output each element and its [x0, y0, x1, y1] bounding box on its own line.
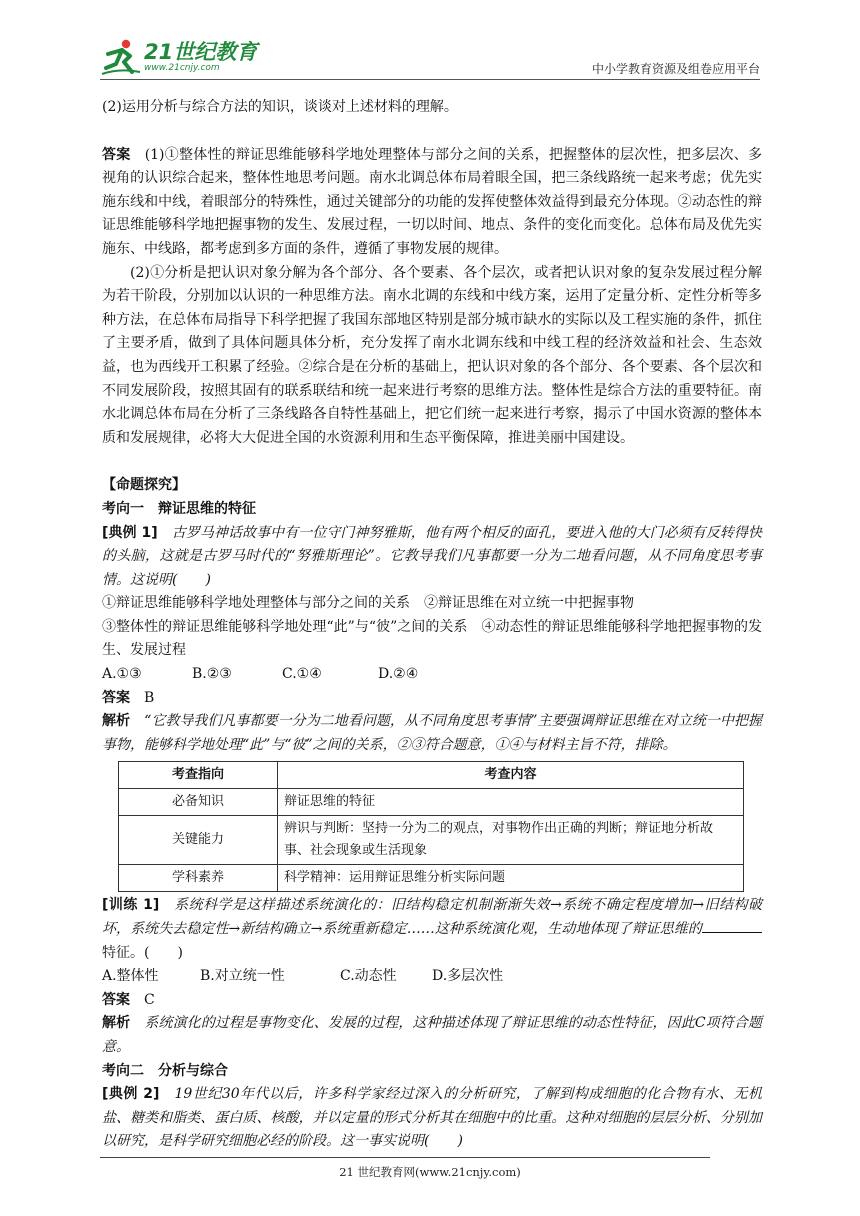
choice-d: D.多层次性: [432, 968, 504, 985]
choice-c: C.动态性: [340, 968, 397, 985]
option-2: ②辩证思维在对立统一中把握事物: [424, 595, 634, 612]
logo-text: 21世纪教育: [144, 40, 258, 64]
answer-1-paragraph-1: [102, 144, 762, 262]
example-2-stem: [102, 1083, 762, 1154]
table-cell: 科学精神：运用辩证思维分析实际问题: [278, 865, 744, 892]
document-body: [102, 96, 762, 1154]
choice-b: B.对立统一性: [200, 968, 285, 985]
table-cell: 必备知识: [119, 789, 278, 816]
page-footer: 21 世纪教育网(www.21cnjy.com): [339, 1165, 521, 1179]
option-4: ④动态性的辩证思维能够科学地把握事物的发生、发展过程: [102, 618, 762, 659]
table-cell: 辨识与判断：坚持一分为二的观点，对事物作出正确的判断；辩证地分析故事、社会现象或生活现象: [278, 816, 744, 865]
footer-divider: [100, 1157, 710, 1158]
training-1-answer: [102, 989, 762, 1013]
answer-1-text-1: (1)①整体性的辩证思维能够科学地处理整体与部分之间的关系，把握整体的层次性，把多层次、多视角的认识综合起来，整体性地思考问题。南水北调总体布局着眼全国，把三条线路统一起来考虑；优先实施东线和中线，着眼部分的特殊性，通过关键部分的功能的发挥使整体效益得到最充分体现。②动态性的辩证思维能够科学地把握事物的发生、发展过程，一切以时间、地点、条件的变化而变化。总体布局及优先实施东、中线路，都考虑到多方面的条件，遵循了事物发展的规律。: [102, 146, 762, 257]
question-2-text: (2)运用分析与综合方法的知识，谈谈对上述材料的理解。: [102, 99, 458, 115]
answer-label: 答案: [102, 689, 130, 706]
answer-label: 答案: [102, 146, 131, 163]
example-1-options-row-2: [102, 616, 762, 663]
training-1-text: 系统科学是这样描述系统演化的：旧结构稳定机制渐渐失效→系统不确定程度增加→旧结构破坏，系统失去稳定性→新结构确立→系统重新稳定……这种系统演化观，生动地体现了辩证思维的: [102, 897, 762, 938]
example-1-answer: [102, 687, 762, 711]
table-cell: 关键能力: [119, 816, 278, 865]
section-title: 【命题探究】: [102, 477, 186, 494]
table-header-cell: 考查指向: [119, 762, 278, 789]
training-1-choices: [102, 965, 762, 989]
table-header-row: [119, 762, 744, 789]
header-divider: [100, 79, 760, 80]
example-1-stem: [102, 522, 762, 593]
answer-label: 答案: [102, 991, 130, 1008]
direction-1-title: 考向一 辩证思维的特征: [102, 500, 256, 517]
table-row: [119, 816, 744, 865]
analysis-text: “它教导我们凡事都要一分为二地看问题，从不同角度思考事情”主要强调辩证思维在对立统一中把握事物，能够科学地处理“此”与“彼”之间的关系，②③符合题意，①④与材料主旨不符，排除。: [102, 713, 763, 753]
table-header-cell: 考查内容: [278, 762, 744, 789]
header-slogan: 中小学教育资源及组卷应用平台: [591, 62, 760, 76]
table-row: [119, 865, 744, 892]
example-1-label: [典例 1]: [102, 524, 158, 541]
runner-logo-icon: [100, 38, 142, 78]
example-2-label: [典例 2]: [102, 1086, 160, 1103]
choice-a: A.整体性: [102, 968, 159, 985]
analysis-label: 解析: [102, 713, 131, 730]
analysis-text: 系统演化的过程是事物变化、发展的过程，这种描述体现了辩证思维的动态性特征，因此C项符合题意。: [102, 1015, 763, 1055]
assessment-table: [118, 761, 744, 892]
logo: [100, 36, 270, 80]
example-1-options-row-1: [102, 592, 762, 616]
answer-value: C: [144, 991, 155, 1008]
example-1-text: 古罗马神话故事中有一位守门神努雅斯，他有两个相反的面孔，要进入他的大门必须有反转得快的头脑，这就是古罗马时代的“努雅斯理论”。它教导我们凡事都要一分为二地看问题，从不同角度思考事情。这说明( ): [102, 524, 763, 588]
choice-a: A.①③: [102, 666, 142, 683]
option-1: ①辩证思维能够科学地处理整体与部分之间的关系: [102, 595, 410, 612]
fill-in-blank: [702, 918, 762, 933]
training-1-label: [训练 1]: [102, 897, 160, 914]
table-row: [119, 789, 744, 816]
choice-b: B.②③: [192, 666, 232, 683]
analysis-label: 解析: [102, 1015, 131, 1032]
training-1-text-tail: 特征。( ): [102, 944, 183, 961]
example-1-analysis: [102, 710, 762, 757]
table-cell: 学科素养: [119, 865, 278, 892]
choice-c: C.①④: [282, 666, 322, 683]
example-2-text: 19世纪30年代以后，许多科学家经过深入的分析研究，了解到构成细胞的化合物有水、无机盐、糖类和脂类、蛋白质、核酸，并以定量的形式分析其在细胞中的比重。这种对细胞的层层分析、分别加以研究，是科学研究细胞必经的阶段。这一事实说明( ): [102, 1086, 762, 1150]
option-3: ③整体性的辩证思维能够科学地处理“此”与“彼”之间的关系: [102, 618, 468, 635]
answer-value: B: [144, 689, 155, 706]
table-cell: 辩证思维的特征: [278, 789, 744, 816]
training-1-analysis: [102, 1012, 762, 1059]
choice-d: D.②④: [378, 666, 419, 683]
direction-2-title: 考向二 分析与综合: [102, 1062, 228, 1079]
logo-url: www.21cnjy.com: [144, 63, 220, 73]
page-header: [100, 36, 760, 80]
example-1-choices: [102, 663, 762, 687]
training-1-stem: [102, 894, 762, 965]
answer-1-paragraph-2: (2)①分析是把认识对象分解为各个部分、各个要素、各个层次，或者把认识对象的复杂发展过程分解为若干阶段，分别加以认识的一种思维方法。南水北调的东线和中线方案，运用了定量分析、定性分析等多种方法，在总体布局指导下科学把握了我国东部地区特别是部分城市缺水的实际以及工程实施的条件，抓住了主要矛盾，做到了具体问题具体分析，充分发挥了南水北调东线和中线工程的经济效益和社会、生态效益，也为西线开工积累了经验。②综合是在分析的基础上，把认识对象的各个部分、各个要素、各个层次和不同发展阶段，按照其固有的联系联结和统一起来进行考察的思维方法。整体性是综合方法的重要特征。南水北调总体布局在分析了三条线路各自特性基础上，把它们统一起来进行考察，揭示了中国水资源的整体本质和发展规律，必将大大促进全国的水资源利用和生态平衡保障，推进美丽中国建设。: [102, 264, 762, 446]
